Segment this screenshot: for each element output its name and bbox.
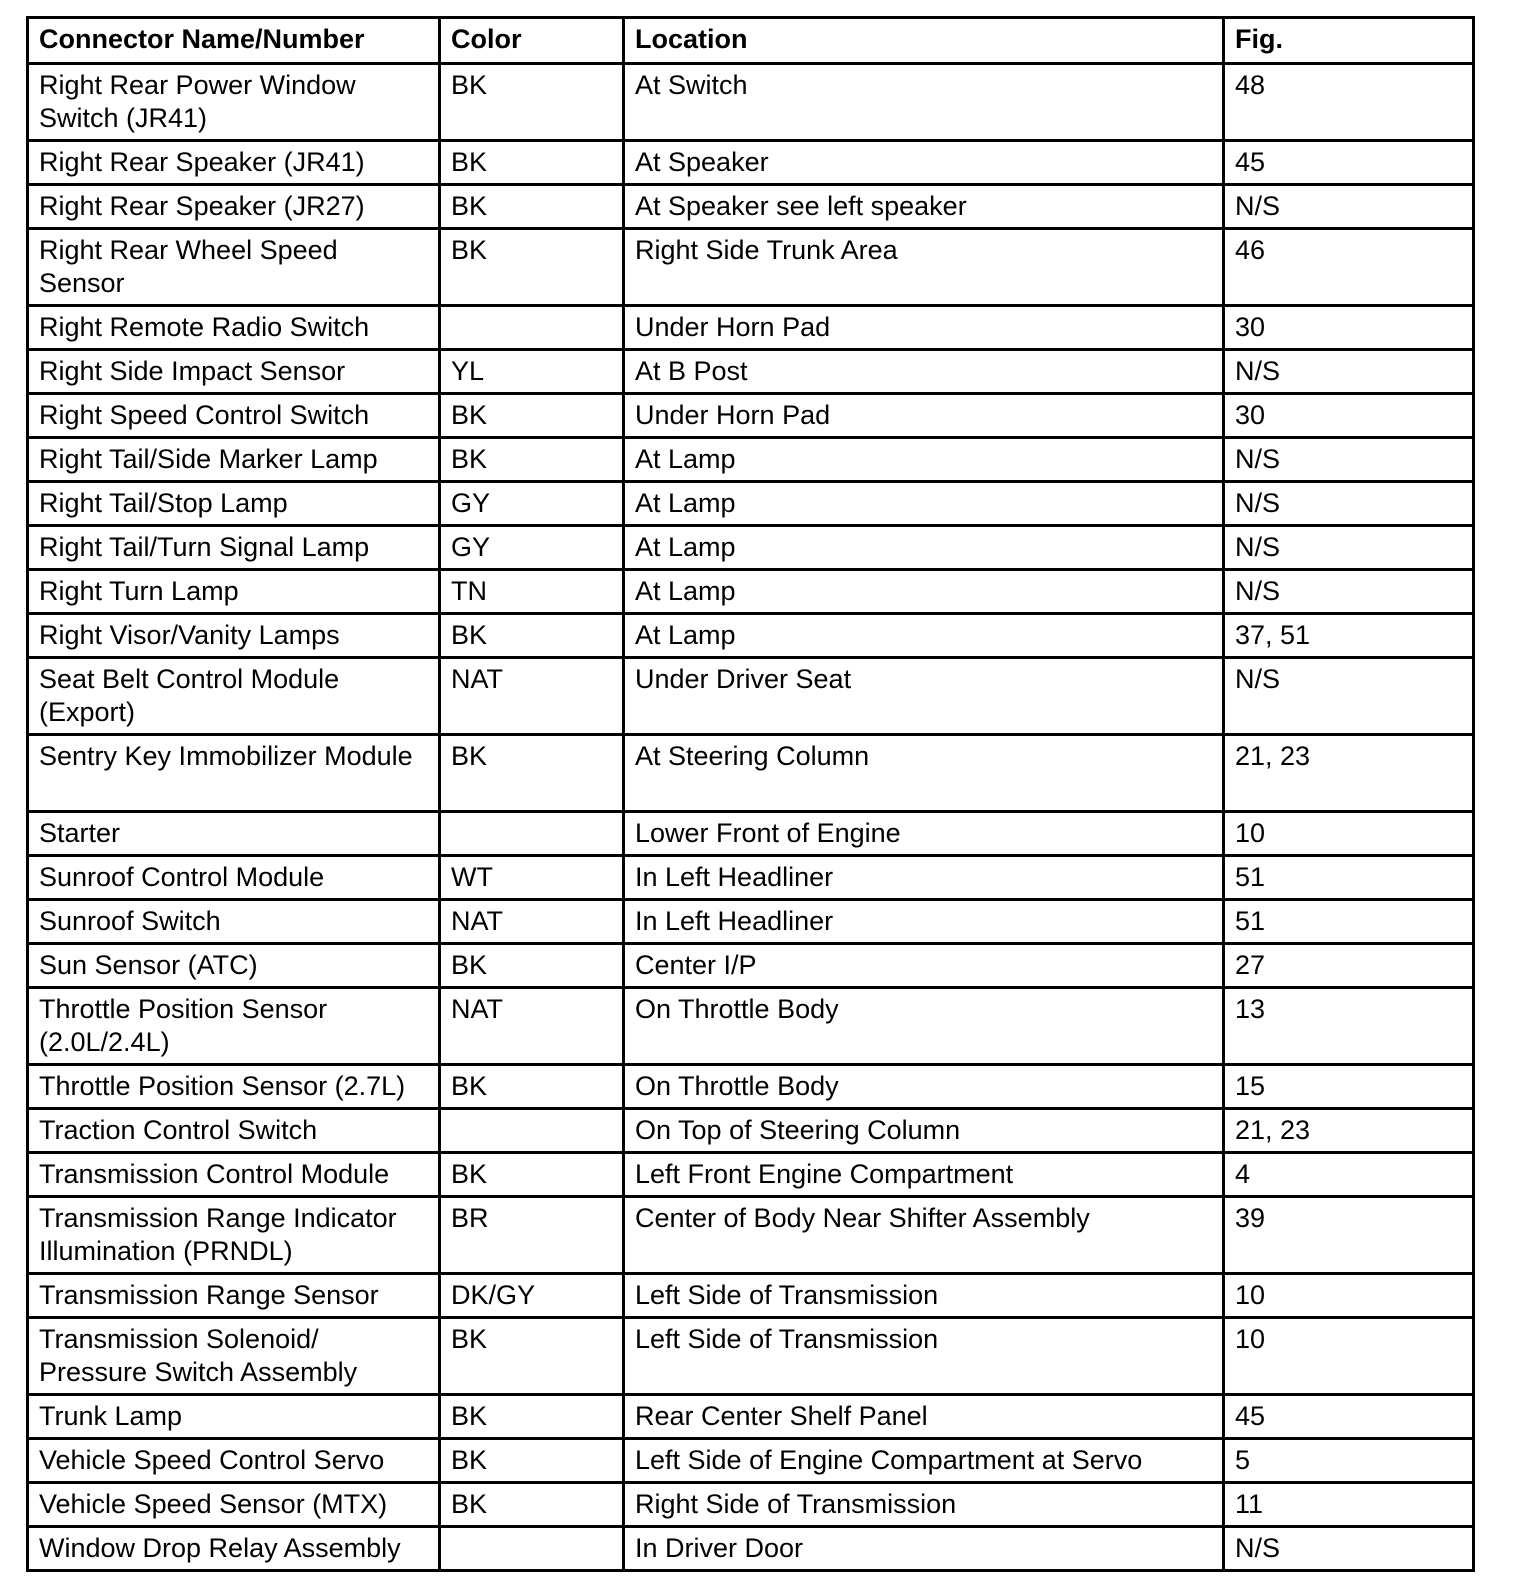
cell-location: At B Post [624,350,1224,394]
cell-connector-name: Sentry Key Immobilizer Module [28,735,440,812]
cell-connector-name: Right Side Impact Sensor [28,350,440,394]
cell-location: Under Horn Pad [624,394,1224,438]
cell-location: Under Horn Pad [624,306,1224,350]
cell-color [440,1527,624,1571]
table-row [28,1395,1474,1439]
cell-connector-name: Right Rear Speaker (JR27) [28,185,440,229]
cell-fig: N/S [1224,526,1474,570]
cell-fig: 10 [1224,1274,1474,1318]
cell-connector-name: Right Tail/Stop Lamp [28,482,440,526]
cell-fig: 11 [1224,1483,1474,1527]
cell-connector-name: Right Speed Control Switch [28,394,440,438]
cell-color: NAT [440,900,624,944]
cell-fig: 4 [1224,1153,1474,1197]
cell-fig: 10 [1224,1318,1474,1395]
cell-connector-name: Right Tail/Turn Signal Lamp [28,526,440,570]
table-row [28,1109,1474,1153]
cell-color: BK [440,1318,624,1395]
cell-fig: N/S [1224,350,1474,394]
cell-color: BK [440,1483,624,1527]
cell-connector-name: Right Rear Speaker (JR41) [28,141,440,185]
cell-connector-name: Transmission Range Indicator Illumination (PRNDL) [28,1197,440,1274]
cell-color: BK [440,735,624,812]
table-row [28,900,1474,944]
cell-color: BK [440,229,624,306]
table-row [28,812,1474,856]
cell-location: At Lamp [624,438,1224,482]
header-connector-name: Connector Name/Number [28,18,440,64]
cell-fig: N/S [1224,570,1474,614]
cell-location: At Lamp [624,614,1224,658]
connector-table-container [26,16,1472,1572]
cell-location: Lower Front of Engine [624,812,1224,856]
cell-color: BK [440,1439,624,1483]
cell-location: Rear Center Shelf Panel [624,1395,1224,1439]
table-row [28,1527,1474,1571]
cell-connector-name: Starter [28,812,440,856]
cell-location: At Speaker see left speaker [624,185,1224,229]
cell-fig: 21, 23 [1224,735,1474,812]
cell-location: Center of Body Near Shifter Assembly [624,1197,1224,1274]
cell-connector-name: Right Tail/Side Marker Lamp [28,438,440,482]
cell-color: BK [440,614,624,658]
cell-fig: N/S [1224,658,1474,735]
cell-fig: 21, 23 [1224,1109,1474,1153]
cell-location: In Left Headliner [624,900,1224,944]
cell-connector-name: Seat Belt Control Module (Export) [28,658,440,735]
cell-location: At Speaker [624,141,1224,185]
cell-color: BK [440,141,624,185]
header-location: Location [624,18,1224,64]
table-row [28,141,1474,185]
cell-fig: N/S [1224,482,1474,526]
cell-color: WT [440,856,624,900]
cell-color [440,812,624,856]
cell-connector-name: Trunk Lamp [28,1395,440,1439]
cell-location: In Left Headliner [624,856,1224,900]
table-row [28,350,1474,394]
cell-color: DK/GY [440,1274,624,1318]
cell-fig: 30 [1224,306,1474,350]
cell-fig: 39 [1224,1197,1474,1274]
cell-fig: N/S [1224,1527,1474,1571]
cell-color: BK [440,1395,624,1439]
table-row [28,1197,1474,1274]
cell-color: BK [440,64,624,141]
table-row [28,526,1474,570]
cell-fig: 15 [1224,1065,1474,1109]
table-row [28,64,1474,141]
cell-fig: 51 [1224,856,1474,900]
cell-fig: 30 [1224,394,1474,438]
cell-location: At Switch [624,64,1224,141]
cell-fig: 46 [1224,229,1474,306]
table-row [28,438,1474,482]
cell-location: At Steering Column [624,735,1224,812]
cell-fig: 45 [1224,141,1474,185]
cell-color: BK [440,1153,624,1197]
cell-connector-name: Transmission Control Module [28,1153,440,1197]
cell-location: On Throttle Body [624,1065,1224,1109]
cell-connector-name: Vehicle Speed Sensor (MTX) [28,1483,440,1527]
cell-location: Right Side Trunk Area [624,229,1224,306]
cell-connector-name: Traction Control Switch [28,1109,440,1153]
cell-location: On Top of Steering Column [624,1109,1224,1153]
cell-fig: 5 [1224,1439,1474,1483]
cell-fig: 10 [1224,812,1474,856]
cell-color: NAT [440,988,624,1065]
cell-connector-name: Sunroof Switch [28,900,440,944]
table-row [28,306,1474,350]
cell-location: At Lamp [624,526,1224,570]
cell-location: Left Front Engine Compartment [624,1153,1224,1197]
table-row [28,1483,1474,1527]
table-row [28,229,1474,306]
table-row [28,570,1474,614]
cell-color: NAT [440,658,624,735]
cell-location: At Lamp [624,570,1224,614]
cell-color: GY [440,482,624,526]
cell-connector-name: Transmission Solenoid/ Pressure Switch Assembly [28,1318,440,1395]
cell-fig: 13 [1224,988,1474,1065]
cell-color: BK [440,944,624,988]
cell-connector-name: Throttle Position Sensor (2.7L) [28,1065,440,1109]
table-row [28,856,1474,900]
cell-connector-name: Right Turn Lamp [28,570,440,614]
header-row [28,18,1474,64]
table-row [28,1065,1474,1109]
cell-color: YL [440,350,624,394]
cell-color: BK [440,394,624,438]
connector-table [26,16,1475,1572]
cell-color: GY [440,526,624,570]
table-row [28,185,1474,229]
cell-connector-name: Transmission Range Sensor [28,1274,440,1318]
cell-fig: N/S [1224,438,1474,482]
cell-color: BK [440,185,624,229]
cell-location: Left Side of Transmission [624,1318,1224,1395]
cell-connector-name: Right Visor/Vanity Lamps [28,614,440,658]
cell-connector-name: Sun Sensor (ATC) [28,944,440,988]
cell-location: At Lamp [624,482,1224,526]
cell-connector-name: Throttle Position Sensor (2.0L/2.4L) [28,988,440,1065]
table-row [28,394,1474,438]
table-row [28,988,1474,1065]
cell-fig: 51 [1224,900,1474,944]
cell-connector-name: Sunroof Control Module [28,856,440,900]
cell-location: Left Side of Engine Compartment at Servo [624,1439,1224,1483]
table-row [28,1274,1474,1318]
table-row [28,944,1474,988]
cell-color [440,1109,624,1153]
cell-connector-name: Vehicle Speed Control Servo [28,1439,440,1483]
header-fig: Fig. [1224,18,1474,64]
cell-fig: 48 [1224,64,1474,141]
cell-color [440,306,624,350]
table-row [28,735,1474,812]
cell-location: Left Side of Transmission [624,1274,1224,1318]
cell-connector-name: Right Remote Radio Switch [28,306,440,350]
cell-fig: 27 [1224,944,1474,988]
cell-connector-name: Window Drop Relay Assembly [28,1527,440,1571]
table-row [28,614,1474,658]
cell-location: Right Side of Transmission [624,1483,1224,1527]
cell-connector-name: Right Rear Wheel Speed Sensor [28,229,440,306]
table-row [28,1153,1474,1197]
cell-color: BR [440,1197,624,1274]
header-color: Color [440,18,624,64]
table-row [28,482,1474,526]
cell-color: BK [440,438,624,482]
cell-fig: N/S [1224,185,1474,229]
table-row [28,1318,1474,1395]
cell-location: In Driver Door [624,1527,1224,1571]
cell-color: TN [440,570,624,614]
cell-location: On Throttle Body [624,988,1224,1065]
table-row [28,658,1474,735]
table-row [28,1439,1474,1483]
cell-fig: 45 [1224,1395,1474,1439]
cell-connector-name: Right Rear Power Window Switch (JR41) [28,64,440,141]
cell-location: Center I/P [624,944,1224,988]
cell-location: Under Driver Seat [624,658,1224,735]
cell-fig: 37, 51 [1224,614,1474,658]
cell-color: BK [440,1065,624,1109]
